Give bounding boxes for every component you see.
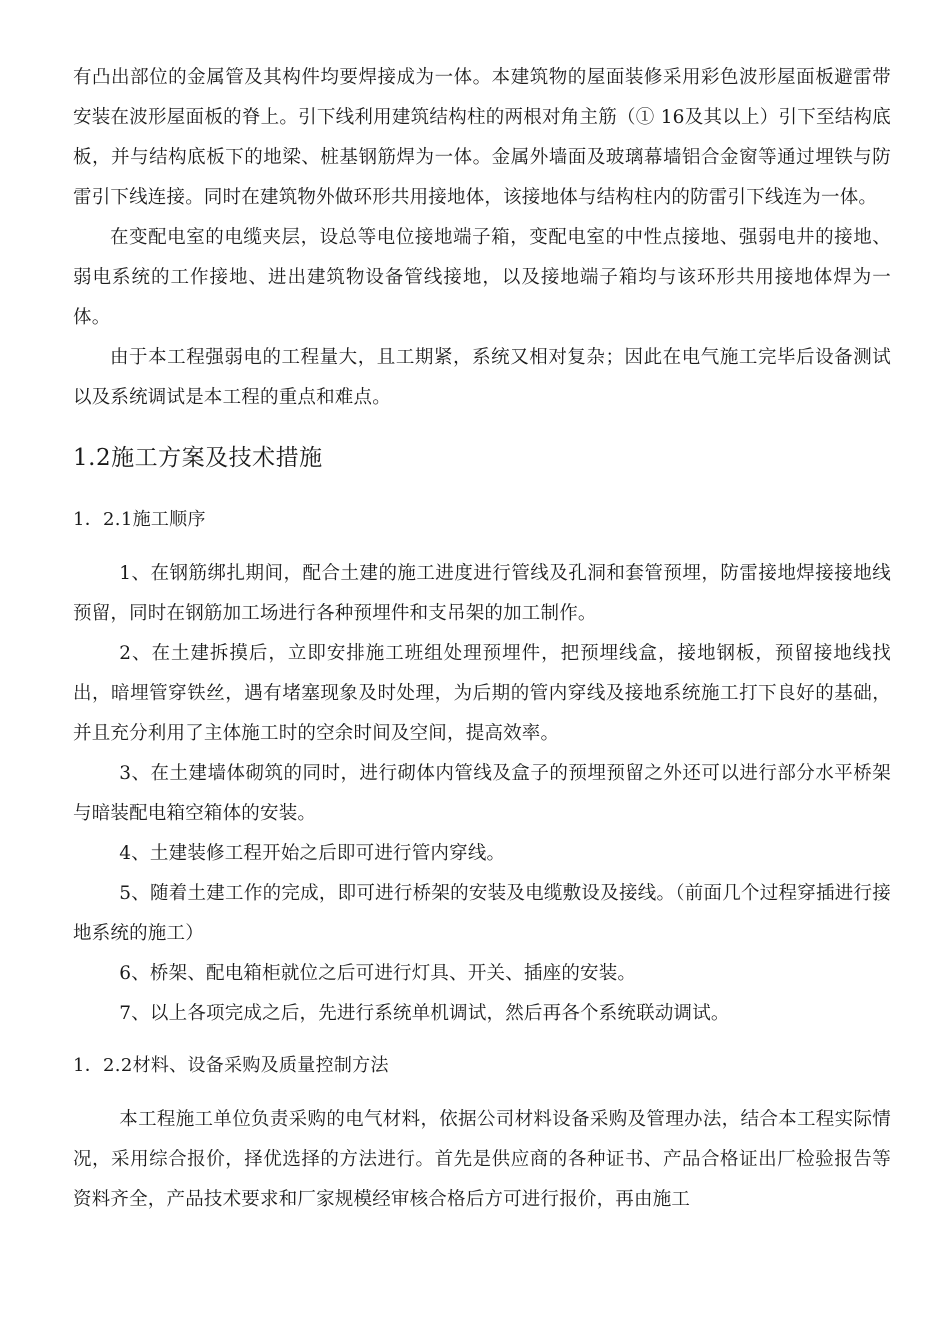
- body-paragraph: 本工程施工单位负责采购的电气材料，依据公司材料设备采购及管理办法，结合本工程实际情况，采用综合报价，择优选择的方法进行。首先是供应商的各种证书、产品合格证出厂检验报告等资料齐全，产品技术要求和厂家规模经审核合格后方可进行报价，再由施工: [73, 1109, 891, 1210]
- list-item: 2、在土建拆摸后，立即安排施工班组处理预埋件，把预埋线盒，接地钢板，预留接地线找出，暗埋管穿铁丝，遇有堵塞现象及时处理，为后期的管内穿线及接地系统施工打下良好的基础，并且充分利用了主体施工时的空余时间及空间，提高效率。: [73, 643, 891, 744]
- subsection-heading-1-2-2: 1．2.2材料、设备采购及质量控制方法: [73, 1055, 389, 1076]
- subsection-heading-1-2-1: 1．2.1施工顺序: [73, 509, 206, 530]
- list-item: 4、土建装修工程开始之后即可进行管内穿线。: [119, 843, 506, 864]
- list-item: 1、在钢筋绑扎期间，配合土建的施工进度进行管线及孔洞和套管预埋，防雷接地焊接接地线预留，同时在钢筋加工场进行各种预埋件和支吊架的加工制作。: [73, 563, 891, 624]
- section-heading-1-2: 1.2施工方案及技术措施: [73, 445, 323, 471]
- body-paragraph: 由于本工程强弱电的工程量大，且工期紧，系统又相对复杂；因此在电气施工完毕后设备测试以及系统调试是本工程的重点和难点。: [73, 347, 891, 408]
- list-item: 5、随着土建工作的完成，即可进行桥架的安装及电缆敷设及接线。（前面几个过程穿插进行接地系统的施工）: [73, 883, 891, 944]
- list-item: 7、以上各项完成之后，先进行系统单机调试，然后再各个系统联动调试。: [119, 1003, 730, 1024]
- document-page: [73, 58, 891, 1220]
- body-paragraph: 在变配电室的电缆夹层，设总等电位接地端子箱，变配电室的中性点接地、强弱电井的接地、弱电系统的工作接地、进出建筑物设备管线接地，以及接地端子箱均与该环形共用接地体焊为一体。: [73, 227, 891, 328]
- list-item: 3、在土建墙体砌筑的同时，进行砌体内管线及盒子的预埋预留之外还可以进行部分水平桥架与暗装配电箱空箱体的安装。: [73, 763, 891, 824]
- list-item: 6、桥架、配电箱柜就位之后可进行灯具、开关、插座的安装。: [119, 963, 637, 984]
- body-paragraph: 有凸出部位的金属管及其构件均要焊接成为一体。本建筑物的屋面装修采用彩色波形屋面板避雷带安装在波形屋面板的脊上。引下线利用建筑结构柱的两根对角主筋（① 16及其以上）引下至结构底板，并与结构底板下的地梁、桩基钢筋焊为一体。金属外墙面及玻璃幕墙铝合金窗等通过埋铁与防雷引下线连接。同时在建筑物外做环形共用接地体，该接地体与结构柱内的防雷引下线连为一体。: [73, 67, 891, 208]
